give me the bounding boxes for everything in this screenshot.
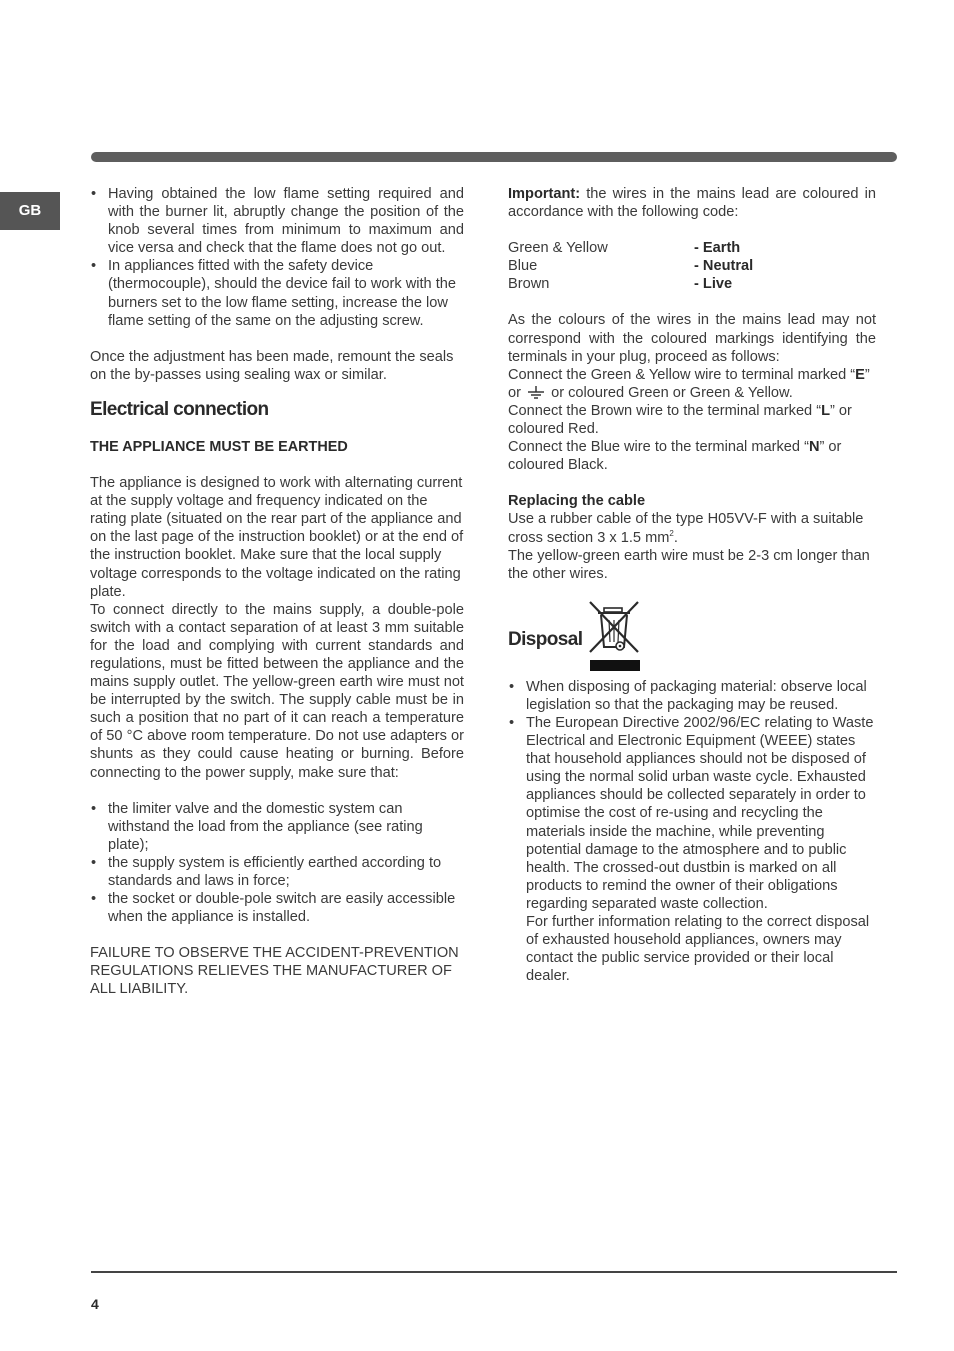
list-item: • The European Directive 2002/96/EC relating to Waste Electrical and Electronic Equipment (WEEE) states that household appliances should not be disposed of using the normal solid urban waste cycle. Exhausted appliances should be collected separately in order to optimise the cost of re-using and recycling the materials inside the machine, while preventing potential damage to the atmosphere and to public health. The crossed-out dustbin is marked on all products to remind the owner of their obligations regarding separated waste collection.	[508, 714, 876, 913]
section-title-disposal: Disposal	[508, 628, 583, 650]
wire-row	[508, 257, 876, 275]
terminal-letter: E	[855, 366, 865, 383]
language-tab: GB	[0, 192, 60, 230]
text-span: or coloured Green or Green & Yellow.	[547, 384, 793, 401]
earthed-heading: THE APPLIANCE MUST BE EARTHED	[90, 438, 348, 455]
wire-code: - Live	[694, 276, 733, 293]
checks-bullets	[90, 800, 464, 927]
wire-code: - Earth	[694, 240, 741, 257]
earth-wire-length: The yellow-green earth wire must be 2-3 cm longer than the other wires.	[508, 547, 870, 582]
wire-row	[508, 275, 876, 293]
brown-instruction	[508, 402, 876, 438]
disposal-bullets	[508, 678, 876, 913]
important-text: the wires in the mains lead are coloured in accordance with the following code:	[508, 186, 876, 221]
wire-colour-table	[508, 239, 876, 293]
list-item: • In appliances fitted with the safety device (thermocouple), should the device fail to work with the burners set to the low flame setting, increase the low flame setting of the same on the adjusting screw.	[90, 257, 464, 329]
text-span: Connect the Green & Yellow wire to terminal marked “	[508, 366, 856, 383]
replacing-cable-heading: Replacing the cable	[508, 493, 646, 510]
text-span: .	[673, 529, 678, 546]
wire-code: - Neutral	[694, 258, 754, 275]
switch-paragraph: To connect directly to the mains supply, a double-pole switch with a contact separation of at least 3 mm suitable for the load and complying with current standards and regulations, must be fitted between the appliance and the mains supply outlet. The yellow-green earth wire must not be interrupted by the switch. The supply cable must be in such a position that no part of it can reach a temperature of 50 °C above room temperature. Do not use adapters or shunts as they could cause heating or burning. Before connecting to the power supply, make sure that:	[90, 601, 464, 781]
list-item: • the limiter valve and the domestic system can withstand the load from the appliance (see rating plate);	[90, 800, 464, 854]
earth-symbol-icon	[527, 386, 545, 399]
page-number: 4	[91, 1296, 99, 1312]
text-span: ” or coloured Black.	[508, 439, 842, 474]
list-item: • the socket or double-pole switch are easily accessible when the appliance is installed.	[90, 890, 464, 926]
terminal-letter: N	[808, 439, 820, 456]
right-column	[508, 185, 876, 985]
green-yellow-instruction	[508, 366, 876, 402]
text-span: Use a rubber cable of the type H05VV-F with a suitable cross section 3 x 1.5 mm	[508, 511, 864, 546]
disposal-header	[508, 600, 876, 678]
replacing-cable-text	[508, 510, 876, 546]
text-span: ” or coloured Red.	[508, 402, 852, 438]
list-item: • When disposing of packaging material: observe local legislation so that the packaging may be reused.	[508, 678, 876, 714]
footer-rule	[91, 1271, 897, 1273]
crossed-out-bin-icon	[588, 600, 642, 672]
list-item: • the supply system is efficiently earthed according to standards and laws in force;	[90, 854, 464, 890]
text-span: Connect the Blue wire to the terminal marked “	[508, 439, 809, 456]
terminal-letter: L	[821, 402, 831, 419]
text-span: Connect the Brown wire to the terminal marked “	[508, 402, 822, 419]
adjustment-note: Once the adjustment has been made, remount the seals on the by-passes using sealing wax or similar.	[90, 348, 454, 383]
header-rule	[91, 152, 897, 162]
wire-colour: Blue	[508, 258, 538, 275]
wire-row	[508, 239, 876, 257]
left-column	[90, 185, 464, 999]
superscript: 2	[669, 528, 674, 538]
wire-colour: Brown	[508, 276, 550, 293]
blue-instruction	[508, 438, 876, 474]
text-span: ” or	[508, 366, 870, 401]
wire-colour: Green & Yellow	[508, 240, 608, 257]
liability-warning: FAILURE TO OBSERVE THE ACCIDENT-PREVENTION REGULATIONS RELIEVES THE MANUFACTURER OF ALL LIABILITY.	[90, 945, 459, 998]
adjustment-bullets	[90, 185, 464, 330]
important-note	[508, 185, 876, 221]
section-title-electrical: Electrical connection	[90, 398, 269, 420]
supply-paragraph: The appliance is designed to work with alternating current at the supply voltage and frequency indicated on the rating plate (situated on the rear part of the appliance and on the last page of the instruction booklet) or at the end of the instruction booklet. Make sure that the local supply voltage corresponds to the voltage indicated on the rating plate.	[90, 475, 464, 600]
list-item: • Having obtained the low flame setting required and with the burner lit, abruptly change the position of the knob several times from minimum to maximum and vice versa and check that the flame does not go out.	[90, 185, 464, 257]
mismatch-paragraph: As the colours of the wires in the mains lead may not correspond with the coloured markings identifying the terminals in your plug, proceed as follows:	[508, 312, 876, 365]
disposal-further-info: For further information relating to the correct disposal of exhausted household appliances, owners may contact the public service provided or their local dealer.	[526, 914, 870, 985]
important-label: Important:	[508, 186, 581, 202]
